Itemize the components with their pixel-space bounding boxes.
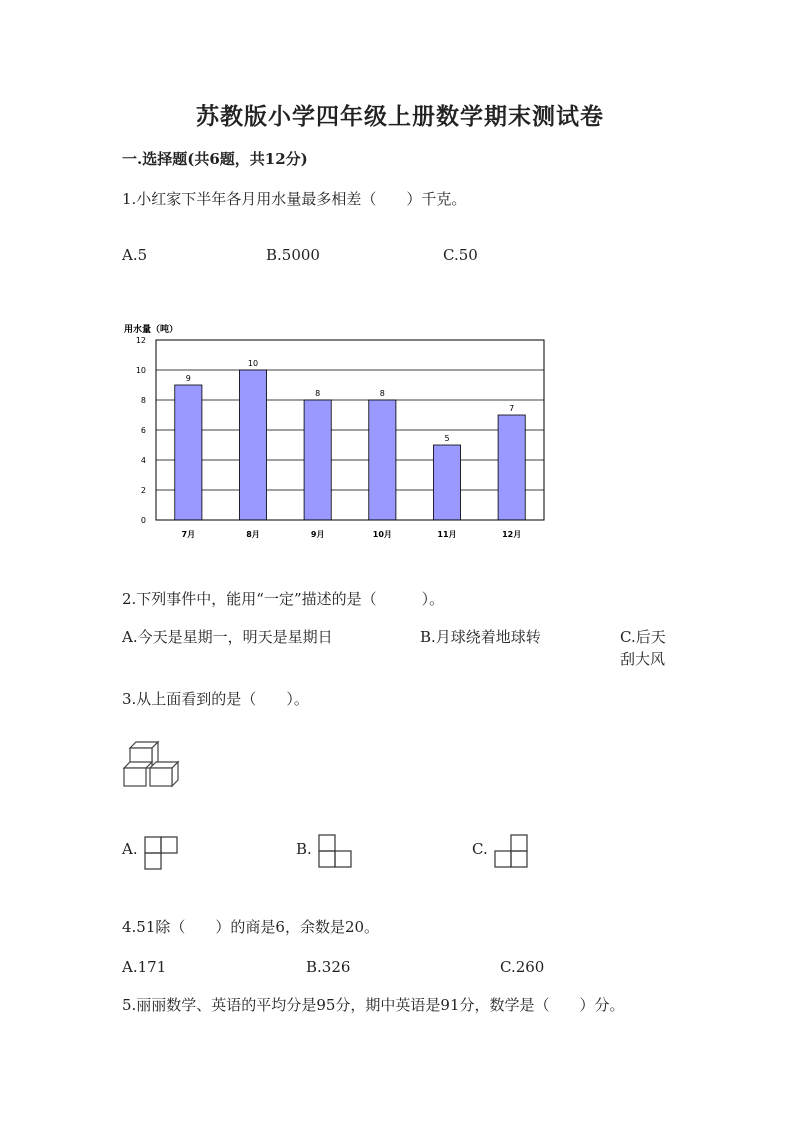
q3-option-c[interactable]: C. [472, 840, 488, 858]
question-3: 3.从上面看到的是（ ）。 [122, 690, 309, 708]
question-4: 4.51除（ ）的商是6，余数是20。 [122, 918, 380, 936]
chart-bar [175, 385, 202, 520]
chart-ytick-label: 12 [135, 336, 146, 345]
chart-ytick-label: 10 [135, 366, 146, 375]
q1-option-b[interactable]: B.5000 [266, 246, 320, 264]
chart-data-label: 9 [185, 374, 191, 383]
chart-data-label: 10 [247, 359, 259, 368]
question-1: 1.小红家下半年各月用水量最多相差（ ）千克。 [122, 190, 467, 208]
chart-bar [239, 370, 266, 520]
chart-xtick-label: 10月 [372, 530, 392, 539]
chart-ytick-label: 2 [140, 486, 146, 495]
q1-option-a[interactable]: A.5 [122, 246, 148, 264]
chart-ylabel: 用水量（吨） [124, 325, 179, 335]
chart-bar [433, 445, 460, 520]
chart-ytick-label: 8 [140, 396, 146, 405]
q3-option-b-figure [318, 834, 352, 868]
chart-data-label: 8 [315, 389, 321, 398]
chart-data-label: 7 [509, 404, 515, 413]
q2-option-a[interactable]: A.今天是星期一，明天是星期日 [122, 628, 333, 646]
q3-option-a[interactable]: A. [122, 840, 138, 858]
chart-xtick-label: 7月 [181, 530, 196, 539]
chart-ytick-label: 4 [140, 456, 146, 465]
chart-data-label: 5 [444, 434, 450, 443]
chart-ytick-label: 6 [140, 426, 146, 435]
chart-bar [369, 400, 396, 520]
q1-option-c[interactable]: C.50 [443, 246, 478, 264]
q3-option-b[interactable]: B. [296, 840, 312, 858]
q2-option-b[interactable]: B.月球绕着地球转 [420, 628, 541, 646]
question-2: 2.下列事件中，能用“一定”描述的是（ ）。 [122, 590, 445, 608]
page-title: 苏教版小学四年级上册数学期末测试卷 [196, 103, 604, 130]
chart-bar [304, 400, 331, 520]
chart-ytick-label: 0 [140, 516, 146, 525]
q4-option-c[interactable]: C.260 [500, 958, 545, 976]
cube-stack-figure [120, 740, 182, 790]
chart-xtick-label: 9月 [310, 530, 325, 539]
chart-data-label: 8 [379, 389, 385, 398]
q4-option-a[interactable]: A.171 [122, 958, 167, 976]
question-5: 5.丽丽数学、英语的平均分是95分，期中英语是91分，数学是（ ）分。 [122, 996, 625, 1014]
q4-option-b[interactable]: B.326 [306, 958, 351, 976]
chart-bar [498, 415, 525, 520]
water-usage-bar-chart [120, 320, 550, 550]
q3-option-c-figure [494, 834, 528, 868]
chart-xtick-label: 11月 [437, 530, 457, 539]
chart-xtick-label: 12月 [502, 530, 522, 539]
section-heading: 一.选择题(共6题，共12分) [122, 150, 308, 168]
q3-option-a-figure [144, 836, 178, 870]
chart-xtick-label: 8月 [246, 530, 260, 539]
q2-option-c[interactable]: C.后天刮大风 [620, 628, 666, 668]
